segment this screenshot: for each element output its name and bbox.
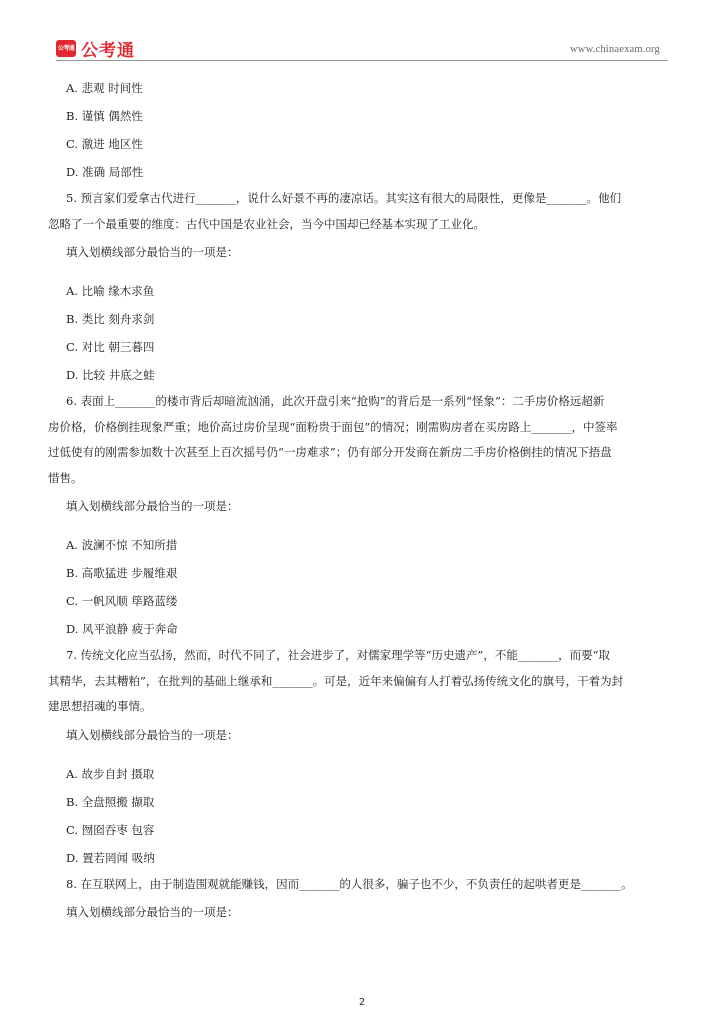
question-7 <box>48 643 686 720</box>
site-url[interactable]: www.chinaexam.org <box>570 44 660 55</box>
question-text-line: 8. 在互联网上，由于制造围观就能赚钱，因而_______的人很多，骗子也不少，不负责任的起哄者更是_______。 <box>66 876 633 891</box>
question-instruction: 填入划横线部分最恰当的一项是： <box>66 499 239 513</box>
option-d: D. 准确 局部性 <box>66 165 144 179</box>
page-header <box>0 0 724 64</box>
option-c: C. 一帆风顺 筚路蓝缕 <box>66 594 178 608</box>
question-text-line: 7. 传统文化应当弘扬，然而，时代不同了，社会进步了，对儒家理学等“历史遗产”，不能_______，而要“取 <box>66 648 611 662</box>
option-b: B. 全盘照搬 撷取 <box>66 794 155 809</box>
logo <box>56 36 135 61</box>
header-divider <box>56 60 668 61</box>
question-5 <box>48 186 686 237</box>
option-b: B. 类比 刻舟求剑 <box>66 312 155 326</box>
question-6 <box>48 389 686 491</box>
option-c: C. 对比 朝三暮四 <box>66 340 155 354</box>
question-instruction: 填入划横线部分最恰当的一项是： <box>66 245 239 259</box>
option-c: C. 激进 地区性 <box>66 137 143 151</box>
question-text-line: 其精华，去其糟粕”，在批判的基础上继承和_______。可是，近年来偏偏有人打着弘扬传统文化的旗号，干着为封 <box>48 673 624 688</box>
question-text-line: 忽略了一个最重要的维度：古代中国是农业社会，当今中国却已经基本实现了工业化。 <box>48 216 485 231</box>
option-b: B. 高歌猛进 步履维艰 <box>66 566 178 580</box>
option-a: A. 比喻 缘木求鱼 <box>66 284 155 298</box>
option-d: D. 置若罔闻 吸纳 <box>66 850 155 865</box>
question-text-line: 5. 预言家们爱拿古代进行_______，说什么好景不再的凄凉话。其实这有很大的局限性，更像是_______。他们 <box>66 191 622 205</box>
option-d: D. 风平浪静 疲于奔命 <box>66 622 178 636</box>
document-body <box>48 78 686 941</box>
question-text-line: 过低使有的刚需参加数十次甚至上百次摇号仍“一房难求”；仍有部分开发商在新房二手房价格倒挂的情况下捂盘 <box>48 445 612 459</box>
option-c: C. 囫囵吞枣 包容 <box>66 822 155 837</box>
option-a: A. 波澜不惊 不知所措 <box>66 538 178 552</box>
logo-badge: 公考通 <box>56 40 76 57</box>
question-text-line: 惜售。 <box>48 470 83 485</box>
option-a: A. 故步自封 摄取 <box>66 766 155 781</box>
page-number: 2 <box>358 997 366 1008</box>
option-d: D. 比较 井底之蛙 <box>66 368 155 382</box>
question-text-line: 建思想招魂的事情。 <box>48 699 152 713</box>
question-instruction: 填入划横线部分最恰当的一项是： <box>66 905 239 919</box>
question-text-line: 6. 表面上_______的楼市背后却暗流汹涌，此次开盘引来“抢购”的背后是一系列“怪象”：二手房价格远超新 <box>66 394 605 408</box>
question-text-line: 房价格，价格倒挂现象严重；地价高过房价呈现“面粉贵于面包”的情况；刚需购房者在买房路上_______，中签率 <box>48 419 618 434</box>
question-instruction: 填入划横线部分最恰当的一项是： <box>66 727 239 742</box>
question-8 <box>48 872 686 898</box>
logo-text: 公考通 <box>81 41 135 61</box>
option-a: A. 悲观 时间性 <box>66 81 143 95</box>
option-b: B. 谨慎 偶然性 <box>66 109 143 123</box>
